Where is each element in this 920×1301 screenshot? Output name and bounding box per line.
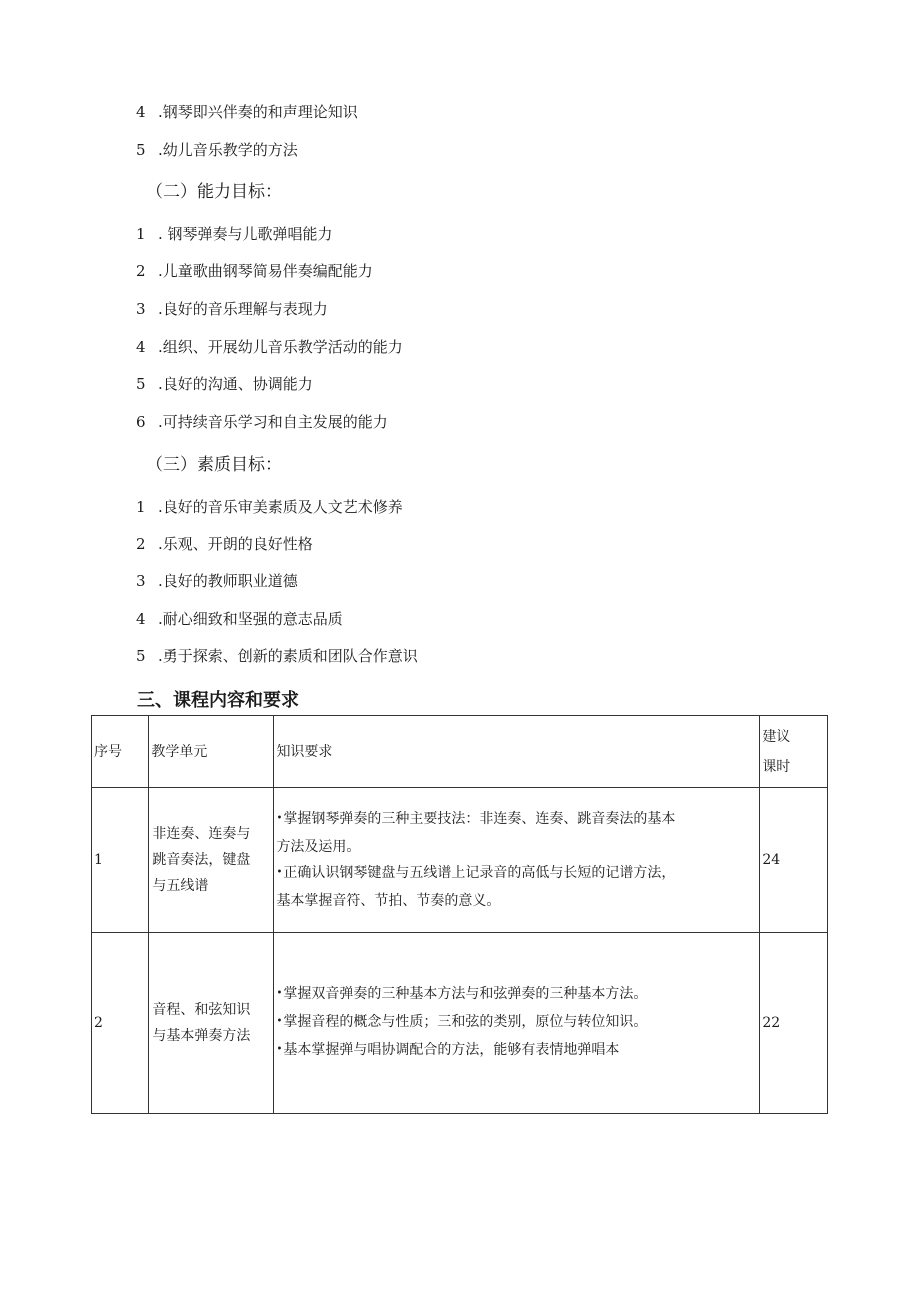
header-cell-unit: 教学单元 (149, 716, 274, 788)
ability-goal-item (136, 261, 373, 281)
cell-unit (149, 788, 274, 933)
quality-goals-heading: （三）素质目标： (146, 455, 282, 475)
cell-no: 2 (92, 933, 149, 1114)
cell-requirements (274, 788, 760, 933)
unit-line: 音程、和弦知识 (152, 1002, 251, 1018)
item-number: 5 (136, 647, 146, 665)
header-hours-line: 建议 (762, 728, 791, 745)
requirement-text: 掌握钢琴弹奏的三种主要技法：非连奏、连奏、跳音奏法的基本 (283, 811, 676, 827)
item-number: 6 (136, 413, 146, 431)
item-number: 1 (136, 498, 146, 516)
item-number: 4 (136, 338, 146, 356)
item-text: .可持续音乐学习和自主发展的能力 (158, 413, 388, 431)
ability-goal-item (136, 412, 388, 432)
requirement-line (276, 806, 757, 834)
requirement-line (276, 834, 757, 860)
ability-goals-heading: （二）能力目标： (146, 182, 282, 202)
item-number: 1 (136, 225, 146, 243)
requirement-line (276, 860, 757, 888)
requirement-text: 基本掌握弹与唱协调配合的方法，能够有表情地弹唱本 (283, 1042, 620, 1058)
item-number: 3 (136, 572, 146, 590)
unit-line: 与五线谱 (152, 878, 209, 894)
bullet-icon: • (276, 1044, 283, 1055)
header-cell-hours (760, 716, 828, 788)
item-text: .儿童歌曲钢琴简易伴奏编配能力 (158, 262, 373, 280)
item-text: .钢琴即兴伴奏的和声理论知识 (158, 103, 358, 121)
knowledge-goal-item (136, 102, 358, 122)
item-text: .良好的教师职业道德 (158, 572, 298, 590)
cell-hours: 22 (760, 933, 828, 1114)
requirement-text: 掌握音程的概念与性质；三和弦的类别，原位与转位知识。 (283, 1014, 648, 1030)
item-number: 2 (136, 535, 146, 553)
requirement-text: 基本掌握音符、节拍、节奏的意义。 (276, 893, 501, 909)
bullet-icon: • (276, 988, 283, 999)
item-text: .良好的音乐审美素质及人文艺术修养 (158, 498, 403, 516)
item-text: .组织、开展幼儿音乐教学活动的能力 (158, 338, 403, 356)
table-header-row (92, 716, 828, 788)
requirement-text: 方法及运用。 (276, 839, 361, 855)
item-text: .乐观、开朗的良好性格 (158, 535, 313, 553)
item-number: 4 (136, 610, 146, 628)
requirement-line (276, 888, 757, 914)
item-number: 5 (136, 141, 146, 159)
item-text: .良好的沟通、协调能力 (158, 375, 313, 393)
unit-line: 非连奏、连奏与 (152, 826, 251, 842)
ability-goal-item (136, 299, 328, 319)
knowledge-goal-item (136, 140, 298, 160)
bullet-icon: • (276, 813, 283, 824)
header-cell-no: 序号 (92, 716, 149, 788)
item-number: 3 (136, 300, 146, 318)
ability-goal-item (136, 224, 333, 244)
quality-goal-item (136, 497, 403, 517)
requirement-text: 掌握双音弹奏的三种基本方法与和弦弹奏的三种基本方法。 (283, 986, 648, 1002)
ability-goal-item (136, 374, 313, 394)
quality-goal-item (136, 534, 313, 554)
cell-hours: 24 (760, 788, 828, 933)
quality-goal-item (136, 609, 343, 629)
item-number: 2 (136, 262, 146, 280)
requirement-text: 正确认识钢琴键盘与五线谱上记录音的高低与长短的记谱方法， (283, 865, 676, 881)
requirement-line (276, 1009, 757, 1037)
cell-unit (149, 933, 274, 1114)
course-content-table (91, 715, 828, 1114)
unit-line: 跳音奏法，键盘 (152, 852, 251, 868)
bullet-icon: • (276, 1016, 283, 1027)
quality-goal-item (136, 571, 298, 591)
table-row (92, 788, 828, 933)
quality-goal-item (136, 646, 418, 666)
header-cell-requirements: 知识要求 (274, 716, 760, 788)
item-number: 4 (136, 103, 146, 121)
cell-requirements (274, 933, 760, 1114)
ability-goal-item (136, 337, 403, 357)
table-row (92, 933, 828, 1114)
bullet-icon: • (276, 867, 283, 878)
item-text: .耐心细致和坚强的意志品质 (158, 610, 343, 628)
item-text: .勇于探索、创新的素质和团队合作意识 (158, 647, 418, 665)
requirement-line (276, 981, 757, 1009)
unit-line: 与基本弹奏方法 (152, 1028, 251, 1044)
item-text: . 钢琴弹奏与儿歌弹唱能力 (158, 225, 333, 243)
item-number: 5 (136, 375, 146, 393)
header-hours-line: 课时 (762, 758, 791, 775)
cell-no: 1 (92, 788, 149, 933)
requirement-line (276, 1037, 757, 1065)
section-heading: 三、课程内容和要求 (137, 690, 299, 711)
item-text: .良好的音乐理解与表现力 (158, 300, 328, 318)
item-text: .幼儿音乐教学的方法 (158, 141, 298, 159)
